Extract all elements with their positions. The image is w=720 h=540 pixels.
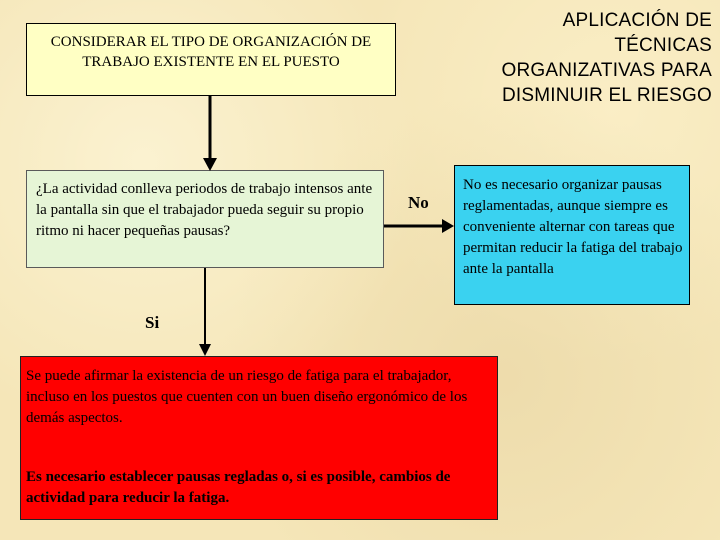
pauses-required-text: Es necesario establecer pausas regladas o, si es posible, cambios de actividad para reducir la fatiga. bbox=[26, 469, 451, 506]
consider-organization-box: CONSIDERAR EL TIPO DE ORGANIZACIÓN DE TRABAJO EXISTENTE EN EL PUESTO bbox=[26, 23, 396, 96]
label-si: Si bbox=[145, 313, 160, 332]
label-no: No bbox=[408, 193, 429, 212]
diagram-title: APLICACIÓN DE TÉCNICAS ORGANIZATIVAS PARA DISMINUIR EL RIESGO bbox=[501, 10, 712, 106]
no-pauses-note-box: No es necesario organizar pausas reglamentadas, aunque siempre es conveniente alternar con tareas que permitan reducir la fatiga del trabajo ante la pantalla bbox=[454, 165, 690, 305]
arrowhead-question-to-result bbox=[199, 344, 211, 356]
arrowhead-consider-to-question bbox=[203, 158, 217, 171]
arrowhead-question-to-note bbox=[442, 219, 454, 233]
fatigue-risk-text: Se puede afirmar la existencia de un riesgo de fatiga para el trabajador, incluso en los puestos que cuenten con un buen diseño ergonómico de los demás aspectos. bbox=[26, 368, 468, 426]
question-box: ¿La actividad conlleva periodos de trabajo intensos ante la pantalla sin que el trabajador pueda seguir su propio ritmo ni hacer pequeñas pausas? bbox=[26, 170, 384, 268]
